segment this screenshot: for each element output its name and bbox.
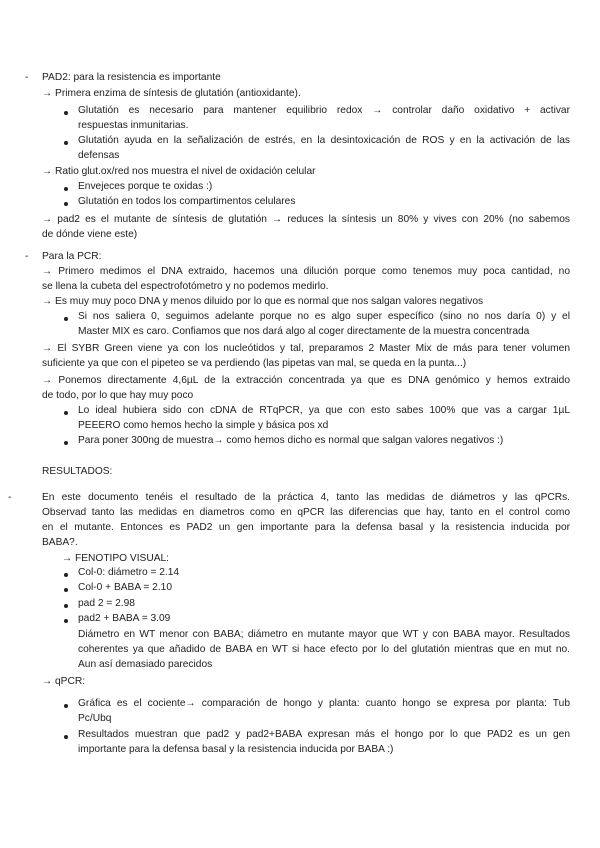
text-line: Envejeces porque te oxidas :) xyxy=(78,181,213,192)
results-heading: RESULTADOS: xyxy=(42,466,113,477)
bullet-icon xyxy=(64,441,68,445)
bullet-icon xyxy=(64,111,68,115)
text-line: → pad2 es el mutante de síntesis de glutatión → reduces la síntesis un 80% y vives con 20% (no sabemos xyxy=(42,214,570,225)
text-line: → qPCR: xyxy=(42,676,86,687)
bullet-icon xyxy=(64,735,68,739)
text-line: Glutatión es necesario para mantener equilibrio redox → controlar daño oxidativo + activar xyxy=(78,105,570,116)
bullet-icon xyxy=(64,604,68,608)
text-line: importante para la defensa basal y la resistencia inducida por BABA :) xyxy=(78,744,394,755)
section-heading: Para la PCR: xyxy=(42,251,102,262)
text-line: Aun así demasiado parecidos xyxy=(78,659,213,670)
bullet-icon xyxy=(64,202,68,206)
text-line: pad 2 = 2.98 xyxy=(78,598,135,609)
text-line: BABA?. xyxy=(42,537,78,548)
text-line: → Es muy muy poco DNA y menos diluido por lo que es normal que nos salgan valores negativos xyxy=(42,296,484,307)
section-heading: PAD2: para la resistencia es importante xyxy=(42,72,221,83)
list-dash: - xyxy=(25,251,29,262)
text-line: Glutatión ayuda en la señalización de estrés, en la desintoxicación de ROS y en la activación de las xyxy=(78,135,570,146)
text-line: Col-0 + BABA = 2.10 xyxy=(78,582,173,593)
text-line: Pc/Ubq xyxy=(78,713,112,724)
text-line: Para poner 300ng de muestra→ como hemos dicho es normal que salgan valores negativos :) xyxy=(78,435,504,446)
text-line: Master MIX es caro. Confiamos que nos dará algo al coger directamente de la muestra concentrada xyxy=(78,326,530,337)
list-dash: - xyxy=(8,492,12,503)
text-line: Diámetro en WT menor con BABA; diámetro en mutante mayor que WT y con BABA mayor. Resultados xyxy=(78,629,570,640)
text-line: → FENOTIPO VISUAL: xyxy=(62,553,169,564)
bullet-icon xyxy=(64,317,68,321)
text-line: Si nos saliera 0, seguimos adelante porque no es algo super específico (sino no nos daría 0) y el xyxy=(78,311,570,322)
text-line: en el mutante. Entonces es PAD2 un gen importante para la defensa basal y la resistencia inducida por xyxy=(42,522,570,533)
list-dash: - xyxy=(25,72,29,83)
text-line: respuestas inmunitarias. xyxy=(78,120,189,131)
text-line: → Ponemos directamente 4,6µL de la extracción concentrada ya que es DNA genómico y hemos extraido xyxy=(42,375,570,386)
text-line: suficiente ya que con el pipeteo se va perdiendo (las pipetas van mal, se queda en la punta...) xyxy=(42,358,467,369)
bullet-icon xyxy=(64,187,68,191)
text-line: → Ratio glut.ox/red nos muestra el nivel de oxidación celular xyxy=(42,166,316,177)
bullet-icon xyxy=(64,573,68,577)
bullet-icon xyxy=(64,619,68,623)
text-line: Observad tanto las medidas en diametros como en qPCR las diferencias que hay, tanto en el control como xyxy=(42,507,570,518)
text-line: Lo ideal hubiera sido con cDNA de RTqPCR, ya que con esto sabes 100% que vas a cargar 1µL xyxy=(78,405,570,416)
text-line: → El SYBR Green viene ya con los nucleótidos y tal, preparamos 2 Master Mix de más para tener volumen xyxy=(42,343,570,354)
bullet-icon xyxy=(64,704,68,708)
text-line: PEEERO como hemos hecho la simple y básica pos xd xyxy=(78,420,329,431)
text-line: coherentes ya que añadido de BABA en WT si hace efecto por lo del glutatión mientras que en mut no. xyxy=(78,644,570,655)
text-line: pad2 + BABA = 3.09 xyxy=(78,613,171,624)
text-line: Resultados muestran que pad2 y pad2+BABA expresan más el hongo por lo que PAD2 es un gen xyxy=(78,729,570,740)
text-line: Col-0: diámetro = 2.14 xyxy=(78,567,180,578)
bullet-icon xyxy=(64,588,68,592)
text-line: En este documento tenéis el resultado de la práctica 4, tanto las medidas de diámetros y las qPCRs. xyxy=(42,492,570,503)
text-line: → Primera enzima de síntesis de glutatión (antioxidante). xyxy=(42,88,301,99)
text-line: de todo, por lo que hay muy poco xyxy=(42,390,194,401)
text-line: defensas xyxy=(78,150,120,161)
bullet-icon xyxy=(64,141,68,145)
text-line: Glutatión en todos los compartimentos celulares xyxy=(78,196,296,207)
text-line: se llena la cubeta del espectrofotómetro y no podemos medirlo. xyxy=(42,281,329,292)
text-line: Gráfica es el cociente→ comparación de hongo y planta: cuanto hongo se expresa por planta: Tub xyxy=(78,698,570,709)
bullet-icon xyxy=(64,411,68,415)
text-line: de dónde viene este) xyxy=(42,229,138,240)
text-line: → Primero medimos el DNA extraido, hacemos una dilución porque como tenemos muy poca cantidad, no xyxy=(42,266,570,277)
